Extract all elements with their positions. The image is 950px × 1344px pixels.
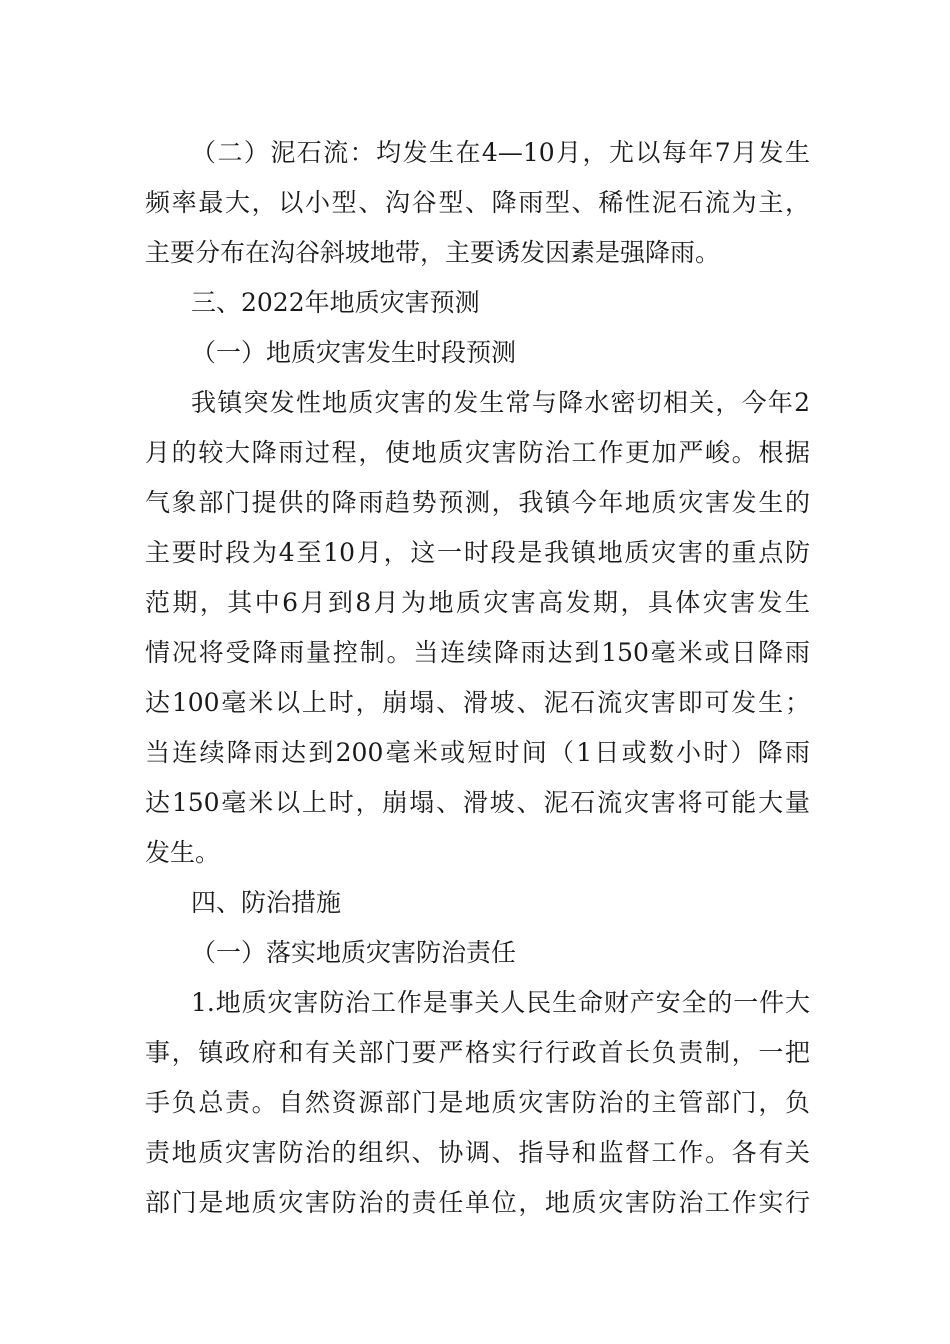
- paragraph-responsibility-line-1: 1.地质灾害防治工作是事关人民生命财产安全的一件大: [191, 988, 810, 1017]
- paragraph-prediction-line-9: 达150毫米以上时，崩塌、滑坡、泥石流灾害将可能大量: [145, 788, 810, 817]
- paragraph-prediction-line-2: 月的较大降雨过程，使地质灾害防治工作更加严峻。根据: [145, 438, 810, 467]
- paragraph-debris-flow-line-1: （二）泥石流：均发生在4—10月，尤以每年7月发生: [191, 138, 810, 167]
- section-heading-measures: 四、防治措施: [191, 888, 342, 917]
- paragraph-responsibility-line-4: 责地质灾害防治的组织、协调、指导和监督工作。各有关: [145, 1138, 810, 1167]
- paragraph-responsibility-line-2: 事，镇政府和有关部门要严格实行行政首长负责制，一把: [145, 1038, 810, 1067]
- subsection-heading-responsibility: （一）落实地质灾害防治责任: [191, 938, 517, 967]
- paragraph-prediction-line-6: 情况将受降雨量控制。当连续降雨达到150毫米或日降雨: [145, 638, 810, 667]
- section-heading-prediction: 三、2022年地质灾害预测: [191, 288, 480, 317]
- document-page: [145, 128, 810, 1228]
- paragraph-debris-flow-line-2: 频率最大，以小型、沟谷型、降雨型、稀性泥石流为主，: [145, 188, 810, 217]
- paragraph-responsibility-line-3: 手负总责。自然资源部门是地质灾害防治的主管部门，负: [145, 1088, 810, 1117]
- paragraph-prediction-line-5: 范期，其中6月到8月为地质灾害高发期，具体灾害发生: [145, 588, 810, 617]
- paragraph-responsibility-line-5: 部门是地质灾害防治的责任单位，地质灾害防治工作实行: [145, 1188, 810, 1217]
- paragraph-prediction-line-7: 达100毫米以上时，崩塌、滑坡、泥石流灾害即可发生；: [145, 688, 810, 717]
- paragraph-prediction-line-1: 我镇突发性地质灾害的发生常与降水密切相关，今年2: [191, 388, 810, 417]
- paragraph-debris-flow-line-3: 主要分布在沟谷斜坡地带，主要诱发因素是强降雨。: [145, 238, 721, 267]
- paragraph-prediction-line-8: 当连续降雨达到200毫米或短时间（1日或数小时）降雨: [145, 738, 810, 767]
- paragraph-prediction-line-4: 主要时段为4至10月，这一时段是我镇地质灾害的重点防: [145, 538, 810, 567]
- paragraph-prediction-line-10: 发生。: [145, 838, 221, 867]
- subsection-heading-time-prediction: （一）地质灾害发生时段预测: [191, 338, 517, 367]
- paragraph-prediction-line-3: 气象部门提供的降雨趋势预测，我镇今年地质灾害发生的: [145, 488, 810, 517]
